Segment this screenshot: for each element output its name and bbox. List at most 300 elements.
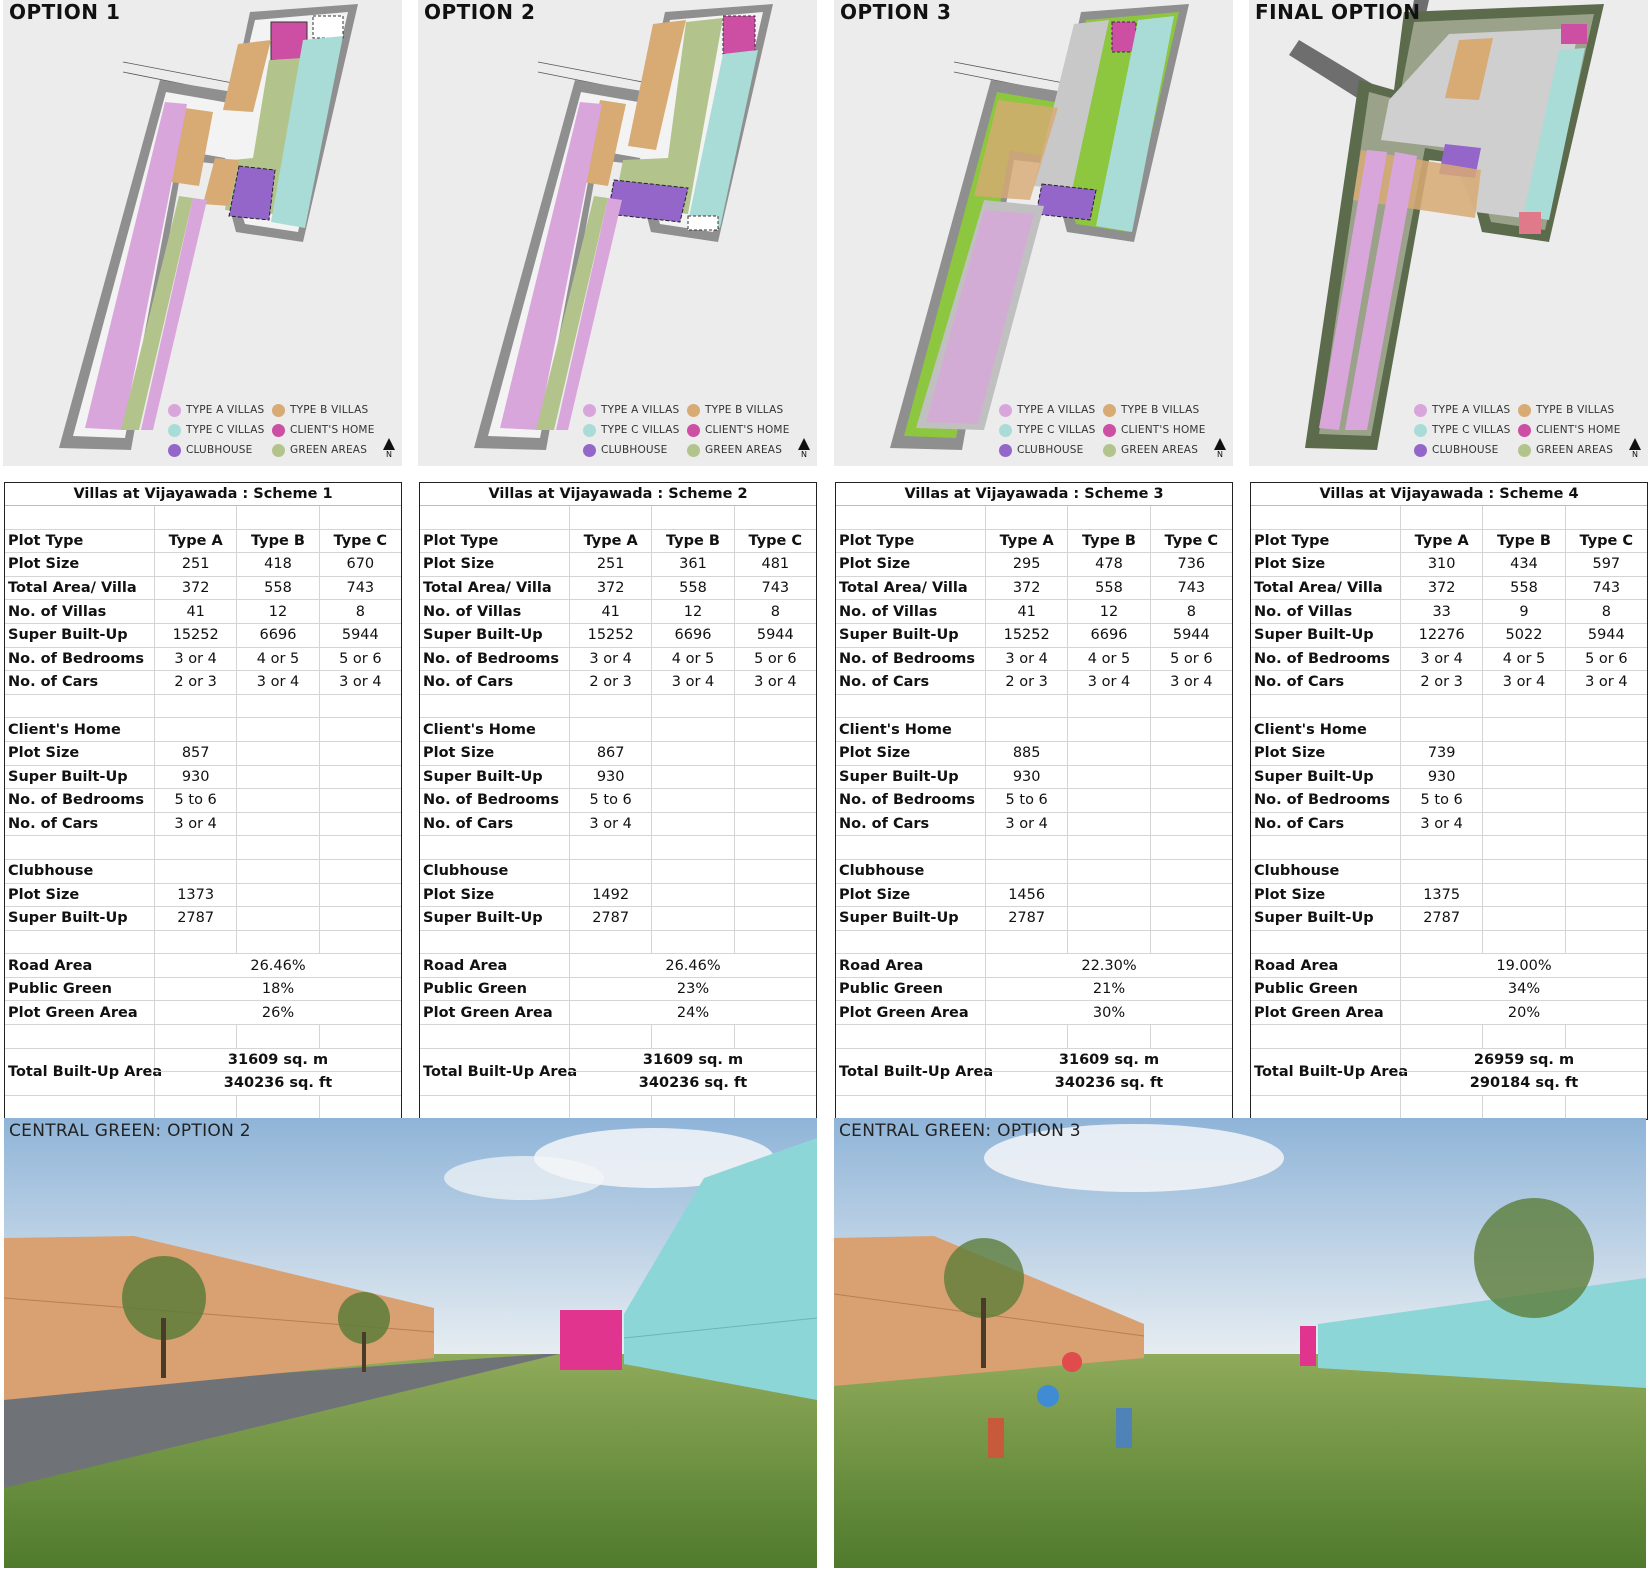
table-cell: 2 or 3 [1401, 671, 1483, 694]
table-cell: 251 [570, 553, 652, 576]
table-row [836, 907, 1232, 931]
table-header-cell: Type B [652, 530, 734, 553]
table-cell: 3 or 4 [1401, 648, 1483, 671]
table-cell: 20% [1507, 1004, 1541, 1021]
table-cell [1068, 860, 1150, 883]
row-label: Super Built-Up [420, 907, 570, 930]
table-row [836, 624, 1232, 648]
table-row [836, 648, 1232, 672]
table-spacer-row [1251, 836, 1647, 860]
row-label: Super Built-Up [420, 624, 570, 647]
table-cell [1401, 718, 1483, 741]
option-title: OPTION 1 [9, 0, 121, 24]
table-cell [652, 931, 734, 954]
clubhouse-swatch [583, 444, 596, 457]
table-cell [836, 1025, 986, 1048]
table-cell [420, 506, 570, 529]
section-heading: Clubhouse [420, 860, 570, 883]
row-label: Super Built-Up [836, 766, 986, 789]
row-label: No. of Cars [420, 671, 570, 694]
table-cell [320, 836, 401, 859]
table-cell [1068, 1025, 1150, 1048]
table-cell: 372 [1401, 577, 1483, 600]
type-c-swatch [168, 424, 181, 437]
table-cell [735, 1025, 816, 1048]
table-cell: 8 [770, 603, 780, 620]
table-cell [1483, 718, 1565, 741]
legend-item: TYPE C VILLAS [583, 424, 687, 437]
table-cell: 5 to 6 [1401, 789, 1483, 812]
table-cell: 743 [761, 580, 790, 597]
row-label: Plot Size [5, 742, 155, 765]
table-spacer-row [1251, 1025, 1647, 1049]
table-cell [836, 836, 986, 859]
row-label: Plot Green Area [836, 1001, 986, 1024]
table-cell [1483, 931, 1565, 954]
table-cell: 670 [346, 556, 375, 573]
table-cell: 372 [155, 577, 237, 600]
table-cell: 6696 [1068, 624, 1150, 647]
row-label: Super Built-Up [836, 907, 986, 930]
table-cell [155, 1096, 237, 1119]
total-sq-m: 31609 sq. m [986, 1049, 1232, 1073]
table-cell [986, 860, 1068, 883]
table-cell: 24% [676, 1004, 710, 1021]
table-cell [237, 860, 319, 883]
table-spacer-row [1251, 1096, 1647, 1120]
table-row [836, 742, 1232, 766]
site-plan-drawing [418, 0, 817, 466]
table-cell: 41 [986, 600, 1068, 623]
table-cell [237, 931, 319, 954]
table-cell: 5 or 6 [1170, 650, 1213, 667]
total-sq-m: 31609 sq. m [570, 1049, 816, 1073]
table-row [1251, 553, 1647, 577]
table-cell [1151, 766, 1232, 789]
table-cell: 15252 [986, 624, 1068, 647]
section-heading-row [420, 860, 816, 884]
table-cell [1251, 695, 1401, 718]
table-header-cell: Type C [1164, 532, 1219, 549]
row-label: No. of Villas [5, 600, 155, 623]
row-label: Plot Size [1251, 884, 1401, 907]
table-spacer-row [5, 931, 401, 955]
site-plan-drawing [3, 0, 402, 466]
table-cell [5, 1025, 155, 1048]
clubhouse-swatch [1414, 444, 1427, 457]
table-cell [1483, 884, 1565, 907]
table-spacer-row [836, 931, 1232, 955]
table-cell [1151, 718, 1232, 741]
table-cell: 5944 [341, 627, 379, 644]
table-row [836, 954, 1232, 978]
table-cell: 5944 [1587, 627, 1625, 644]
table-cell: 4 or 5 [652, 648, 734, 671]
table-cell: 8 [355, 603, 365, 620]
legend-item: TYPE A VILLAS [583, 404, 687, 417]
type-b-swatch [1103, 404, 1116, 417]
table-cell: 3 or 4 [1401, 813, 1483, 836]
table-cell [570, 836, 652, 859]
site-plan-option-2 [418, 0, 817, 466]
legend-item: CLUBHOUSE [168, 444, 272, 457]
table-cell: 478 [1068, 553, 1150, 576]
legend-item: TYPE A VILLAS [999, 404, 1103, 417]
table-cell [320, 884, 401, 907]
legend-item: CLIENT'S HOME [687, 424, 807, 437]
table-cell [320, 742, 401, 765]
table-cell [237, 907, 319, 930]
row-label: No. of Bedrooms [420, 648, 570, 671]
table-cell [570, 695, 652, 718]
table-cell [237, 1025, 319, 1048]
table-cell [237, 813, 319, 836]
table-cell [1566, 884, 1647, 907]
table-cell [320, 907, 401, 930]
table-cell [1151, 860, 1232, 883]
row-label: No. of Bedrooms [5, 789, 155, 812]
table-cell [1483, 907, 1565, 930]
table-cell [237, 836, 319, 859]
table-header-cell: Type C [748, 532, 803, 549]
table-cell [320, 1096, 401, 1119]
table-spacer-row [5, 1025, 401, 1049]
table-cell: 418 [237, 553, 319, 576]
table-row [5, 978, 401, 1002]
legend-item: TYPE B VILLAS [1103, 404, 1223, 417]
table-cell: 3 or 4 [339, 674, 382, 691]
row-label: No. of Cars [1251, 671, 1401, 694]
table-cell [1251, 931, 1401, 954]
table-cell: 3 or 4 [986, 813, 1068, 836]
table-cell [1483, 1025, 1565, 1048]
table-cell: 1373 [155, 884, 237, 907]
table-row [420, 884, 816, 908]
table-cell: 12276 [1401, 624, 1483, 647]
row-label: Road Area [836, 954, 986, 977]
render-option-3 [834, 1118, 1646, 1568]
table-cell [735, 931, 816, 954]
table-cell [1151, 907, 1232, 930]
table-cell [420, 695, 570, 718]
table-cell [1566, 766, 1647, 789]
table-cell [1251, 506, 1401, 529]
client-home-swatch [687, 424, 700, 437]
table-cell [320, 813, 401, 836]
table-title: Villas at Vijayawada : Scheme 3 [836, 483, 1232, 506]
central-green-render-image [4, 1118, 817, 1568]
table-cell: 18% [261, 981, 295, 998]
table-cell: 5 or 6 [1585, 650, 1628, 667]
total-values [1401, 1049, 1647, 1095]
table-cell: 22.30% [1081, 957, 1137, 974]
table-cell: 12 [237, 600, 319, 623]
table-cell [570, 506, 652, 529]
table-cell: 12 [652, 600, 734, 623]
table-cell [1483, 860, 1565, 883]
table-spacer-row [5, 1096, 401, 1120]
table-cell: 2787 [155, 907, 237, 930]
row-label: Plot Size [836, 553, 986, 576]
row-label: Plot Size [420, 884, 570, 907]
row-label: No. of Villas [1251, 600, 1401, 623]
legend-item: CLIENT'S HOME [272, 424, 392, 437]
table-cell [320, 1025, 401, 1048]
row-label: No. of Cars [1251, 813, 1401, 836]
table-cell [652, 860, 734, 883]
table-cell: 3 or 4 [652, 671, 734, 694]
legend-item: CLIENT'S HOME [1103, 424, 1223, 437]
row-label: Super Built-Up [1251, 624, 1401, 647]
table-cell [1068, 931, 1150, 954]
table-cell [155, 718, 237, 741]
table-cell: 2787 [570, 907, 652, 930]
table-cell: 361 [652, 553, 734, 576]
row-label: No. of Bedrooms [836, 648, 986, 671]
table-cell [570, 1025, 652, 1048]
table-cell [986, 1025, 1068, 1048]
table-cell [1483, 695, 1565, 718]
table-spacer-row [1251, 506, 1647, 530]
table-cell: 5 to 6 [570, 789, 652, 812]
table-cell [1151, 695, 1232, 718]
table-cell: 885 [986, 742, 1068, 765]
table-cell [652, 718, 734, 741]
table-cell: 3 or 4 [155, 648, 237, 671]
section-heading-row [836, 860, 1232, 884]
table-cell [237, 718, 319, 741]
table-spacer-row [836, 1096, 1232, 1120]
table-cell [652, 813, 734, 836]
table-row [5, 1001, 401, 1025]
table-cell [1151, 836, 1232, 859]
row-label: No. of Cars [5, 671, 155, 694]
option-title: OPTION 2 [424, 0, 536, 24]
row-label: No. of Cars [836, 671, 986, 694]
table-cell [320, 695, 401, 718]
table-header-cell: Plot Type [1251, 530, 1401, 553]
table-cell: 558 [1068, 577, 1150, 600]
map-legend [168, 400, 398, 460]
table-cell [1151, 506, 1232, 529]
table-spacer-row [1251, 931, 1647, 955]
table-row [1251, 742, 1647, 766]
table-title: Villas at Vijayawada : Scheme 4 [1251, 483, 1647, 506]
table-row [5, 742, 401, 766]
scheme-table [835, 482, 1233, 1120]
row-label: Plot Size [836, 742, 986, 765]
table-row [420, 600, 816, 624]
table-cell [570, 931, 652, 954]
row-label: Plot Size [1251, 553, 1401, 576]
table-row [836, 671, 1232, 695]
type-c-swatch [999, 424, 1012, 437]
table-cell [570, 718, 652, 741]
table-cell [420, 836, 570, 859]
render-caption: CENTRAL GREEN: OPTION 3 [839, 1121, 1081, 1141]
render-caption: CENTRAL GREEN: OPTION 2 [9, 1121, 251, 1141]
row-label: Total Area/ Villa [836, 577, 986, 600]
table-cell: 26% [261, 1004, 295, 1021]
table-row [5, 671, 401, 695]
scheme-table [4, 482, 402, 1120]
row-label: Total Built-Up Area [5, 1049, 155, 1095]
table-cell [1566, 1025, 1647, 1048]
row-label: Public Green [836, 978, 986, 1001]
legend-item: CLUBHOUSE [1414, 444, 1518, 457]
table-row [1251, 954, 1647, 978]
table-header-row [836, 530, 1232, 554]
table-cell: 597 [1592, 556, 1621, 573]
table-cell [652, 789, 734, 812]
table-cell [1151, 1025, 1232, 1048]
table-cell [1566, 860, 1647, 883]
table-row [420, 648, 816, 672]
legend-item: TYPE C VILLAS [999, 424, 1103, 437]
table-cell [5, 836, 155, 859]
row-label: Plot Green Area [1251, 1001, 1401, 1024]
row-label: No. of Villas [420, 600, 570, 623]
table-cell [652, 1025, 734, 1048]
table-cell [986, 506, 1068, 529]
table-cell: 21% [1092, 981, 1126, 998]
table-cell [155, 860, 237, 883]
table-cell [1151, 789, 1232, 812]
table-cell [652, 766, 734, 789]
map-legend [583, 400, 813, 460]
table-header-cell: Type C [333, 532, 388, 549]
table-spacer-row [420, 931, 816, 955]
table-row [420, 671, 816, 695]
table-cell: 867 [570, 742, 652, 765]
table-spacer-row [1251, 695, 1647, 719]
table-cell [836, 1096, 986, 1119]
table-cell [320, 931, 401, 954]
client-home-swatch [1103, 424, 1116, 437]
table-cell: 23% [676, 981, 710, 998]
row-label: Super Built-Up [5, 907, 155, 930]
table-row [5, 813, 401, 837]
table-row [1251, 624, 1647, 648]
table-cell [1068, 813, 1150, 836]
table-cell: 5 to 6 [986, 789, 1068, 812]
row-label: Road Area [420, 954, 570, 977]
row-label: Super Built-Up [5, 766, 155, 789]
table-spacer-row [836, 1025, 1232, 1049]
table-cell: 3 or 4 [754, 674, 797, 691]
table-cell [1068, 742, 1150, 765]
table-row [420, 1001, 816, 1025]
row-label: Total Area/ Villa [420, 577, 570, 600]
table-cell [1566, 1096, 1647, 1119]
table-cell [735, 860, 816, 883]
row-label: Road Area [1251, 954, 1401, 977]
table-cell: 33 [1401, 600, 1483, 623]
total-sq-ft: 340236 sq. ft [638, 1075, 748, 1092]
section-heading: Clubhouse [836, 860, 986, 883]
legend-item: CLIENT'S HOME [1518, 424, 1638, 437]
table-row [5, 907, 401, 931]
table-cell [420, 931, 570, 954]
table-cell [986, 718, 1068, 741]
table-row [5, 577, 401, 601]
table-cell [155, 931, 237, 954]
table-row [5, 766, 401, 790]
total-sq-m: 26959 sq. m [1401, 1049, 1647, 1073]
table-cell: 481 [761, 556, 790, 573]
table-cell [986, 1096, 1068, 1119]
table-cell [320, 718, 401, 741]
table-cell: 5 to 6 [155, 789, 237, 812]
table-cell: 26.46% [250, 957, 306, 974]
table-cell [237, 766, 319, 789]
type-a-swatch [168, 404, 181, 417]
type-b-swatch [1518, 404, 1531, 417]
table-row [5, 954, 401, 978]
table-cell [735, 907, 816, 930]
table-cell [1483, 742, 1565, 765]
table-cell: 930 [155, 766, 237, 789]
table-cell [1068, 1096, 1150, 1119]
row-label: Public Green [1251, 978, 1401, 1001]
table-cell [1401, 695, 1483, 718]
table-cell: 4 or 5 [1068, 648, 1150, 671]
table-cell [735, 718, 816, 741]
table-cell [237, 742, 319, 765]
table-header-cell: Type A [570, 530, 652, 553]
table-cell [5, 695, 155, 718]
table-row [1251, 1001, 1647, 1025]
site-plan-option-3 [834, 0, 1233, 466]
table-cell: 5944 [1172, 627, 1210, 644]
table-cell: 15252 [155, 624, 237, 647]
table-cell [1151, 931, 1232, 954]
table-cell [1068, 766, 1150, 789]
table-cell [836, 931, 986, 954]
legend-item: TYPE B VILLAS [687, 404, 807, 417]
type-b-swatch [687, 404, 700, 417]
green-areas-swatch [272, 444, 285, 457]
legend-item: TYPE A VILLAS [168, 404, 272, 417]
table-cell [237, 789, 319, 812]
option-title: OPTION 3 [840, 0, 952, 24]
table-cell: 41 [155, 600, 237, 623]
table-cell [237, 506, 319, 529]
table-cell: 5022 [1483, 624, 1565, 647]
table-row [1251, 600, 1647, 624]
table-spacer-row [5, 506, 401, 530]
table-cell [570, 1096, 652, 1119]
row-label: Total Area/ Villa [5, 577, 155, 600]
section-heading: Client's Home [5, 718, 155, 741]
table-cell [5, 1096, 155, 1119]
type-b-swatch [272, 404, 285, 417]
table-row [5, 624, 401, 648]
table-cell [420, 1025, 570, 1048]
table-cell [986, 836, 1068, 859]
table-row [420, 813, 816, 837]
table-cell: 4 or 5 [237, 648, 319, 671]
section-heading: Client's Home [836, 718, 986, 741]
table-spacer-row [420, 695, 816, 719]
table-cell: 743 [346, 580, 375, 597]
table-row [420, 907, 816, 931]
table-cell: 930 [986, 766, 1068, 789]
table-cell [652, 884, 734, 907]
table-row [1251, 789, 1647, 813]
table-cell [1566, 695, 1647, 718]
table-cell: 3 or 4 [1170, 674, 1213, 691]
